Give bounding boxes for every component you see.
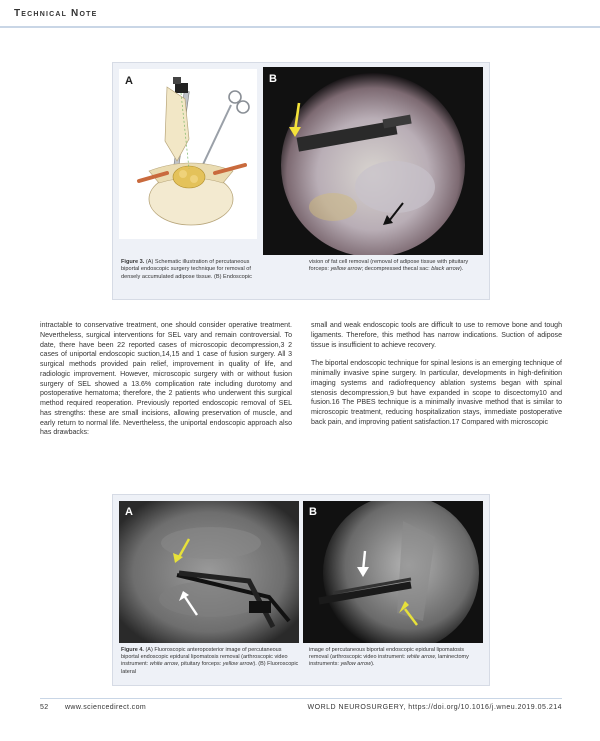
- figure-4-caption-italic-3: white arrow: [406, 654, 435, 661]
- figure-4: [112, 494, 490, 686]
- vertebra-schematic: [119, 69, 257, 239]
- figure-3-caption-italic-2: black arrow: [431, 266, 460, 273]
- figure-4-caption-text-1b: , pituitary forceps:: [177, 661, 223, 668]
- figure-4-caption-label: Figure 4.: [121, 647, 144, 653]
- body-right-paragraph-2: The biportal endoscopic technique for spinal lesions is an emerging technique of minimally invasive spine surgery. In particular, developments in high-definition imaging systems and radiofrequency ablation systems began with spinal stenosis decompression,9 but have expanded in scope to discectomy10 and fusion.16 The PBES technique is a minimally invasive method that is similar to microscopic treatment, reducing hospitalization stays, immediate postoperative back pain, and improving patient satisfaction.17 Compared with microscopic: [311, 360, 562, 426]
- footer-divider: [40, 698, 562, 699]
- figure-4a-label: A: [125, 506, 133, 518]
- figure-4-caption-text-1c: ). (B) Fluoroscopic lateral: [121, 661, 299, 675]
- figure-4-caption-italic-1: white arrow: [149, 661, 178, 668]
- figure-3b-label: B: [269, 73, 277, 85]
- figure-3-caption-text-2c: ).: [459, 266, 464, 273]
- figure-4-caption-col1: [121, 647, 301, 676]
- footer-doi-link[interactable]: https://doi.org/10.1016/j.wneu.2019.05.214: [408, 704, 562, 711]
- running-header: [0, 0, 600, 28]
- figure-4-caption-col2: [309, 647, 483, 669]
- fluoroscopic-lateral-view: [303, 501, 483, 643]
- figure-3-caption-text-2a: vision of fat cell removal (removal of adipose tissue with pituitary forceps:: [309, 259, 469, 273]
- footer-right: WORLD NEUROSURGERY, https://doi.org/10.1016/j.wneu.2019.05.214: [307, 704, 562, 711]
- figure-4a-fluoroscopic-image: [119, 501, 299, 643]
- figure-4-caption-italic-2: yellow arrow: [222, 661, 254, 668]
- footer-left: [40, 704, 146, 711]
- body-left-paragraph: intractable to conservative treatment, one should consider operative treatment. Nevertheless, surgical interventions for SEL vary and remain controversial. To date, there have been 22 reported cases of microscopic decompression,3 2 cases of uniportal endoscopic suction,14,15 and 1 case of fusion surgery. All 3 surgical methods provided pain relief, improvement in quality of life, and radiologic improvement. However, microscopic surgery with or without fusion surgery of SEL showed a 13.6% complication rate including durotomy and postoperative hematoma; therefore, the 2 patients who underwent this surgical method required reoperation. Previously reported endoscopic removal of SEL has strengths: these are small incisions, allowing preservation of muscle, and early return to normal life. Nevertheless, the uniportal endoscopic approach also has drawbacks:: [40, 322, 292, 437]
- figure-3b-endoscopic-image: [263, 67, 483, 255]
- figure-4-caption-text-2b: , laminectomy instruments:: [309, 654, 469, 668]
- figure-3a-illustration: [119, 69, 257, 239]
- figure-3-caption-label: Figure 3.: [121, 259, 145, 265]
- figure-4b-fluoroscopic-image: [303, 501, 483, 643]
- page-number: 52: [40, 704, 49, 711]
- figure-3-caption-text: (A) Schematic illustration of percutaneous biportal endoscopic surgery technique for removal of densely accumulated adipose tissue. (B) Endoscopic: [121, 259, 252, 280]
- footer-journal: WORLD NEUROSURGERY: [307, 704, 404, 711]
- footer-site-link[interactable]: www.sciencedirect.com: [64, 704, 147, 711]
- figure-4-caption-italic-4: yellow arrow: [340, 661, 372, 668]
- figure-3-caption-col1: [121, 259, 257, 281]
- figure-4-caption-text-2a: image of percutaneous biportal endoscopic epidural lipomatosis removal (arthroscopic video instrument:: [309, 647, 465, 661]
- figure-3-caption-col2: [309, 259, 481, 274]
- figure-4-caption-text-2c: ).: [371, 661, 375, 668]
- body-right-column: [311, 321, 562, 428]
- figure-4b-label: B: [309, 506, 317, 518]
- figure-3-caption-italic-1: yellow arrow: [330, 266, 362, 273]
- fluoroscopic-ap-view: [119, 501, 299, 643]
- figure-3a-label: A: [125, 75, 133, 87]
- figure-3: [112, 62, 490, 300]
- figure-4-caption-text-1a: (A) Fluoroscopic anteroposterior image of percutaneous biportal endoscopic epidural lipomatosis removal (arthroscopic video instrument:: [121, 647, 288, 668]
- body-left-column: [40, 321, 292, 438]
- figure-3-caption-text-2b: ; decompressed thecal sac:: [361, 266, 432, 273]
- section-label: Technical Note: [14, 8, 98, 19]
- endoscopic-view: [263, 67, 483, 255]
- body-right-paragraph-1: small and weak endoscopic tools are difficult to use to remove bone and tough ligaments. Therefore, this method has narrow indications. Suction of adipose tissue is insufficient to achieve recovery.: [311, 322, 562, 349]
